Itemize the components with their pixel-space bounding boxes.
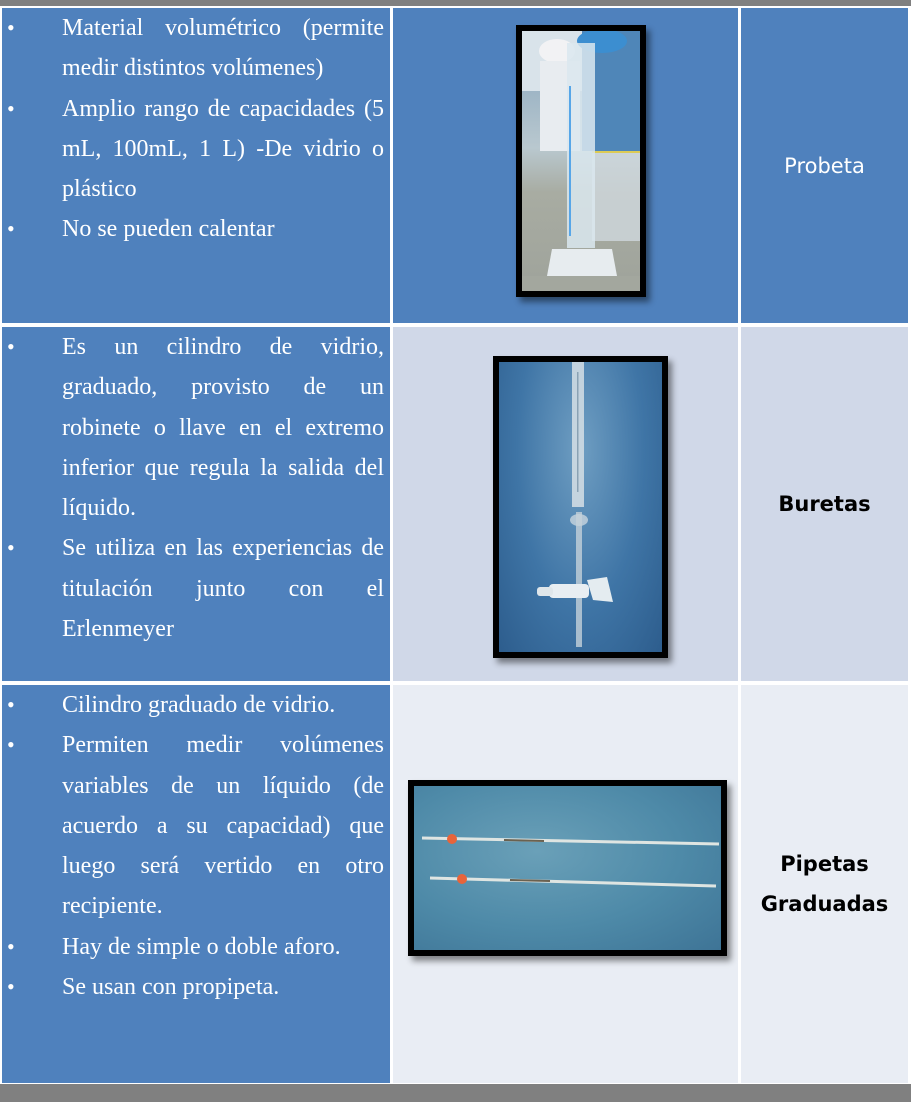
- pipettes-illustration: [414, 786, 721, 950]
- material-name: Probeta: [784, 153, 865, 178]
- material-name: Pipetas Graduadas: [760, 852, 889, 916]
- image-cell: [393, 685, 738, 1083]
- bullet-item: • Material volumétrico (permite medir distintos volúmenes): [2, 8, 390, 89]
- cylinder-illustration: [522, 31, 640, 291]
- description-cell: [2, 685, 390, 1083]
- name-cell: [741, 8, 908, 323]
- table-row-probeta: [0, 8, 911, 323]
- name-cell: [741, 327, 908, 681]
- burette-illustration: [499, 362, 662, 652]
- bullet-item: • Cilindro graduado de vidrio.: [2, 685, 390, 725]
- table-row-buretas: [0, 327, 911, 681]
- table-row-pipetas: [0, 685, 911, 1083]
- lab-material-table: [0, 6, 911, 1084]
- bullet-list: [2, 8, 390, 250]
- bullet-item: • Permiten medir volúmenes variables de un líquido (de acuerdo a su capacidad) que luego será vertido en otro recipiente.: [2, 725, 390, 926]
- name-cell: [741, 685, 908, 1083]
- material-name: Buretas: [778, 492, 871, 516]
- bullet-list: [2, 685, 390, 1007]
- bullet-item: • No se pueden calentar: [2, 209, 390, 249]
- bullet-item: • Se usan con propipeta.: [2, 967, 390, 1007]
- image-cell: [393, 8, 738, 323]
- burette-photo: [493, 356, 668, 658]
- image-cell: [393, 327, 738, 681]
- graduated-pipettes-photo: [408, 780, 727, 956]
- bullet-item: • Se utiliza en las experiencias de titulación junto con el Erlenmeyer: [2, 528, 390, 649]
- bullet-item: • Hay de simple o doble aforo.: [2, 927, 390, 967]
- bullet-item: • Amplio rango de capacidades (5 mL, 100mL, 1 L) -De vidrio o plástico: [2, 89, 390, 210]
- bullet-list: [2, 327, 390, 649]
- description-cell: [2, 327, 390, 681]
- graduated-cylinder-photo: [516, 25, 646, 297]
- description-cell: [2, 8, 390, 323]
- bullet-item: • Es un cilindro de vidrio, graduado, provisto de un robinete o llave en el extremo inferior que regula la salida del líquido.: [2, 327, 390, 528]
